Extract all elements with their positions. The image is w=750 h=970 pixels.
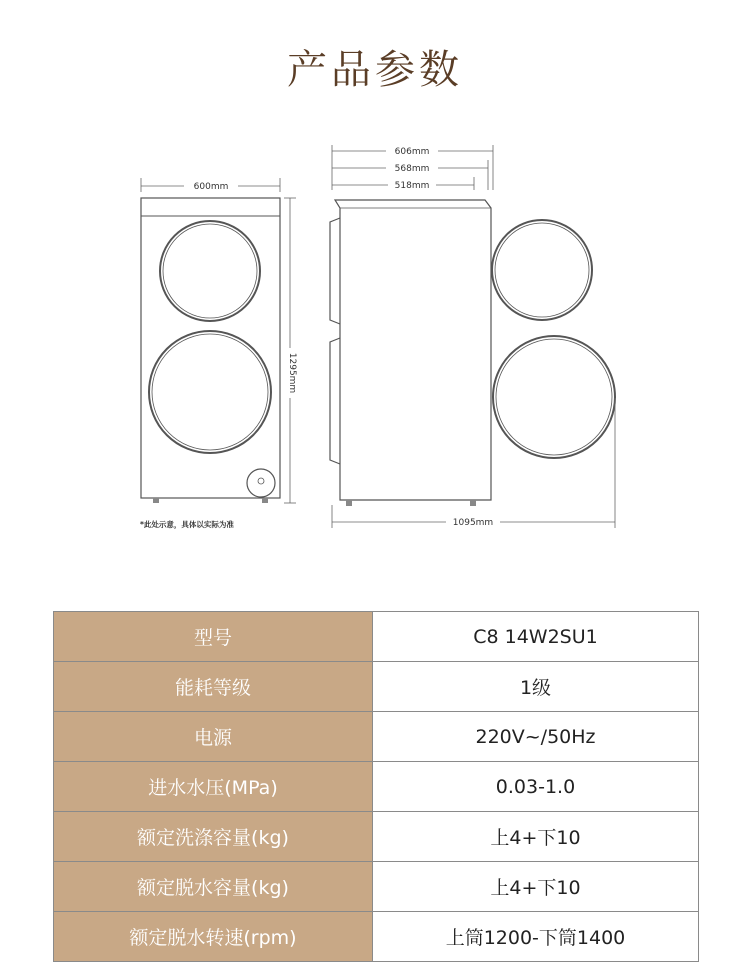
front-view [141,198,280,503]
spec-value: 220V~/50Hz [373,712,699,762]
spec-label: 型号 [54,612,373,662]
spec-value: 1级 [373,662,699,712]
spec-row [54,712,699,762]
table-bottom-line [53,961,699,962]
height-dimension [284,198,296,503]
spec-label: 能耗等级 [54,662,373,712]
spec-label: 额定脱水容量(kg) [54,862,373,912]
spec-row [54,912,699,962]
spec-value: 上筒1200-下筒1400 [373,912,699,962]
side-width-3-label: 518mm [394,181,430,191]
spec-label: 电源 [54,712,373,762]
dimension-diagram [0,130,750,550]
spec-row [54,812,699,862]
spec-label: 额定脱水转速(rpm) [54,912,373,962]
spec-row [54,762,699,812]
spec-value: 0.03-1.0 [373,762,699,812]
door-open-depth-dimension [332,398,615,528]
page-title: 产品参数 [287,47,463,93]
spec-label: 进水水压(MPa) [54,762,373,812]
spec-label: 额定洗涤容量(kg) [54,812,373,862]
height-label: 1295mm [287,352,297,394]
door-open-depth-label: 1095mm [452,518,494,528]
spec-table [53,611,699,962]
spec-value: 上4+下10 [373,862,699,912]
diagram-note: *此处示意，具体以实际为准 [140,520,234,529]
spec-value: 上4+下10 [373,812,699,862]
spec-value: C8 14W2SU1 [373,612,699,662]
front-width-label: 600mm [193,182,229,192]
side-view [330,200,615,506]
side-width-1-label: 606mm [394,147,430,157]
side-width-2-label: 568mm [394,164,430,174]
spec-row [54,612,699,662]
spec-row [54,662,699,712]
spec-row [54,862,699,912]
